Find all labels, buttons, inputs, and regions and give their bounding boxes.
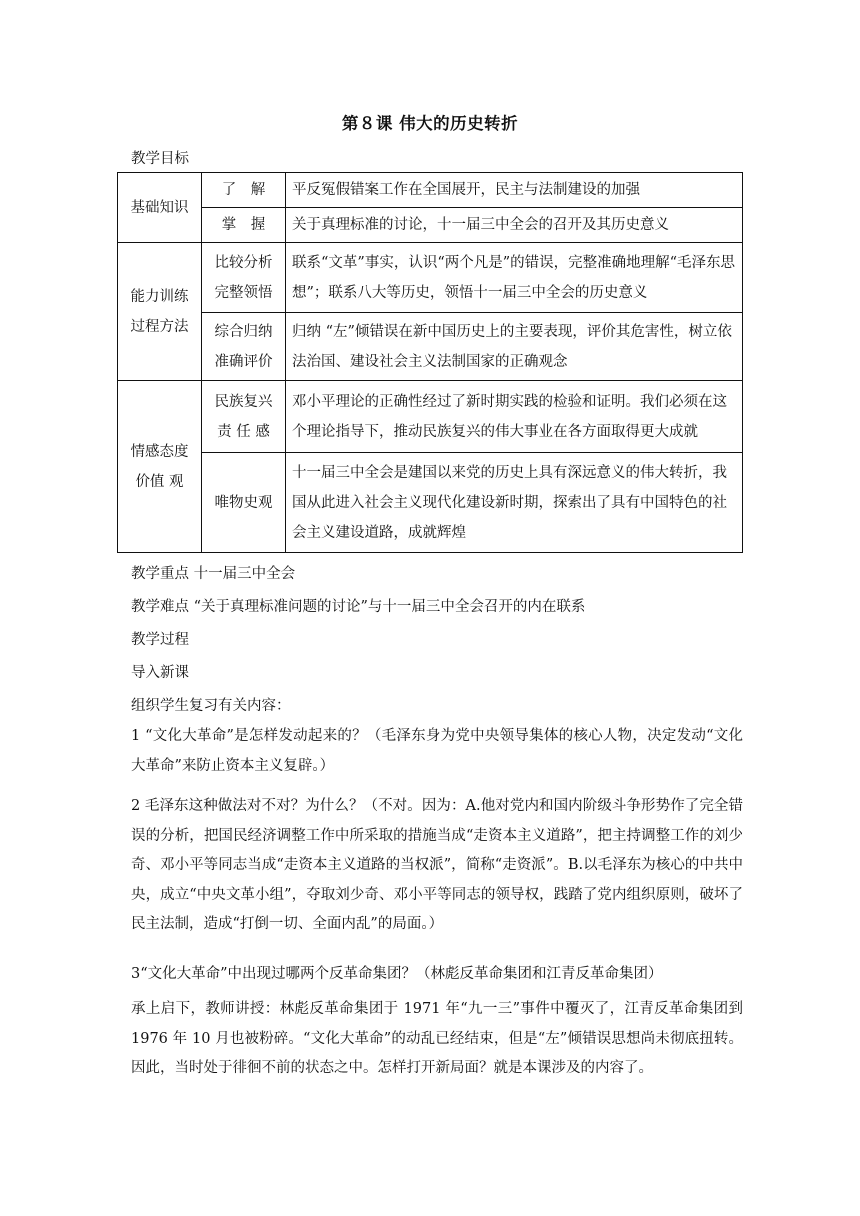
category-emotion-line2: 价值 观 [135, 473, 184, 490]
key-point: 教学重点 十一届三中全会 [131, 566, 296, 582]
table-row [118, 173, 743, 208]
desc-materialism: 十一届三中全会是建国以来党的历史上具有深远意义的伟大转折，我国从此进入社会主义现代化建设新时期，探索出了具有中国特色的社会主义建设道路，成就辉煌 [286, 453, 743, 553]
intro-heading: 导入新课 [131, 665, 189, 681]
objectives-table [117, 172, 743, 553]
desc-revival: 邓小平理论的正确性经过了新时期实践的检验和证明。我们必须在这个理论指导下，推动民族复兴的伟大事业在各方面取得更大成就 [286, 381, 743, 453]
table-row [118, 453, 743, 553]
category-emotion-line1: 情感态度 [130, 443, 189, 460]
desc-summarize: 归纳 “左”倾错误在新中国历史上的主要表现，评价其危害性，树立依法治国、建设社会主义法制国家的正确观念 [286, 313, 743, 381]
sub-master: 掌 握 [202, 208, 286, 243]
desc-compare: 联系“文革”事实，认识“两个凡是”的错误，完整准确地理解“毛泽东思想”；联系八大等历史，领悟十一届三中全会的历史意义 [286, 243, 743, 313]
question-3: 3“文化大革命”中出现过哪两个反革命集团？（林彪反革命集团和江青反革命集团） [131, 966, 663, 982]
sub-revival-line1: 民族复兴 [214, 393, 273, 410]
table-row [118, 208, 743, 243]
desc-master: 关于真理标准的讨论，十一届三中全会的召开及其历史意义 [286, 208, 743, 243]
category-ability-line2: 过程方法 [130, 318, 189, 335]
table-row [118, 243, 743, 313]
lesson-title: 第８课 伟大的历史转折 [341, 114, 519, 133]
difficulty: 教学难点 “关于真理标准问题的讨论”与十一届三中全会召开的内在联系 [131, 599, 586, 615]
sub-materialism: 唯物史观 [202, 453, 286, 553]
process-heading: 教学过程 [131, 632, 189, 648]
category-ability [118, 243, 202, 381]
question-1: 1 “文化大革命”是怎样发动起来的？（毛泽东身为党中央领导集体的核心人物，决定发动“文化大革命”来防止资本主义复辟。） [131, 728, 743, 774]
sub-summarize-line1: 综合归纳 [214, 323, 273, 340]
category-basic: 基础知识 [118, 173, 202, 243]
sub-compare [202, 243, 286, 313]
sub-compare-line1: 比较分析 [214, 254, 273, 271]
sub-summarize-line2: 准确评价 [214, 353, 273, 370]
category-ability-line1: 能力训练 [130, 288, 189, 305]
sub-revival [202, 381, 286, 453]
sub-revival-line2: 责 任 感 [217, 423, 270, 440]
desc-understand: 平反冤假错案工作在全国展开，民主与法制建设的加强 [286, 173, 743, 208]
transition-paragraph: 承上启下，教师讲授：林彪反革命集团于 1971 年“九一三”事件中覆灭了，江青反革命集团到 1976 年 10 月也被粉碎。“文化大革命”的动乱已经结束，但是“左”倾错误思想尚未彻底扭转。因此，当时处于徘徊不前的状态之中。怎样打开新局面？就是本课涉及的内容了。 [131, 1001, 743, 1076]
sub-understand: 了 解 [202, 173, 286, 208]
category-emotion [118, 381, 202, 553]
objectives-heading: 教学目标 [131, 151, 189, 167]
sub-summarize [202, 313, 286, 381]
question-2: 2 毛泽东这种做法对不对？为什么？（不对。因为：A.他对党内和国内阶级斗争形势作了完全错误的分析，把国民经济调整工作中所采取的措施当成“走资本主义道路”，把主持调整工作的刘少奇、邓小平等同志当成“走资本主义道路的当权派”，简称“走资派”。B.以毛泽东为核心的中共中央，成立“中央文革小组”，夺取刘少奇、邓小平等同志的领导权，践踏了党内组织原则，破坏了民主法制，造成“打倒一切、全面内乱”的局面。） [131, 798, 743, 932]
table-row [118, 381, 743, 453]
review-prompt: 组织学生复习有关内容： [131, 698, 291, 714]
sub-compare-line2: 完整领悟 [214, 284, 273, 301]
table-row [118, 313, 743, 381]
